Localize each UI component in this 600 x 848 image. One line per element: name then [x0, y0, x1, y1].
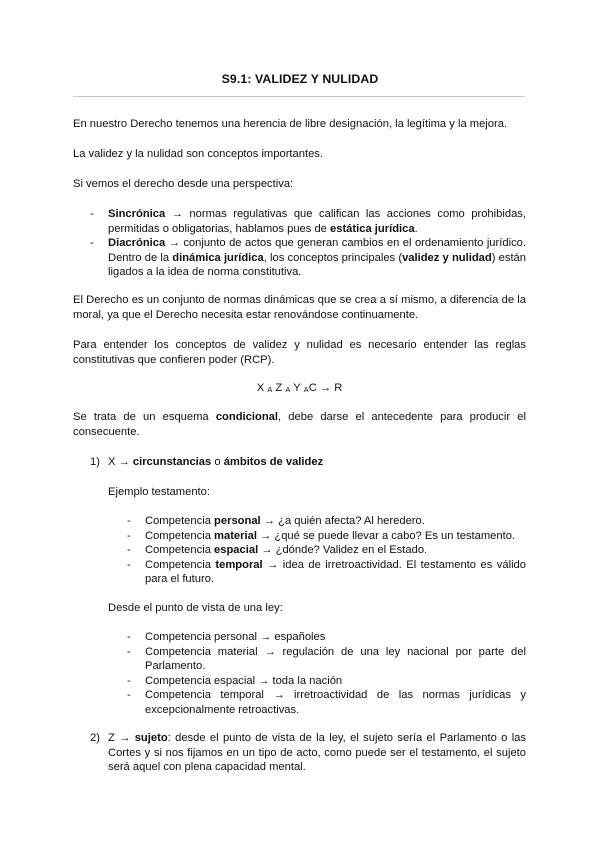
term-espacial: espacial	[214, 544, 259, 557]
dash-bullet: -	[127, 558, 131, 571]
item-number-2: 2)	[90, 732, 100, 744]
diacronica-end: ) están ligados a la idea de norma constitutiva.	[108, 251, 527, 279]
item-pre: Competencia	[145, 515, 215, 527]
item-pre: Competencia	[145, 558, 216, 571]
dash-bullet: -	[90, 237, 94, 250]
dash-bullet: -	[127, 689, 131, 702]
term-dinamica-juridica: dinámica jurídica	[172, 251, 264, 264]
item-number-1: 1)	[90, 456, 100, 468]
list-item	[127, 543, 526, 558]
item-text: Competencia temporal → irretroactividad de las normas jurídicas y excepcionalmente retroactivas.	[145, 689, 526, 716]
ley-list	[127, 630, 526, 718]
formula-x: X	[256, 382, 265, 394]
paragraph-derecho-dinamico: El Derecho es un conjunto de normas dinámicas que se crea a sí mismo, a diferencia de la moral, ya que el Derecho necesita estar renovándose continuamente.	[73, 294, 526, 321]
condicional-after: , debe darse el antecedente para producir el consecuente.	[73, 411, 526, 438]
paragraph-condicional	[73, 410, 526, 439]
formula-r: R	[334, 382, 343, 394]
item-pre: Competencia	[145, 544, 215, 557]
item-2-prefix: Z →	[108, 732, 135, 744]
example-label: Ejemplo testamento:	[108, 486, 210, 498]
ley-label: Desde el punto de vista de una ley:	[108, 602, 283, 614]
condicional-before: Se trata de un esquema	[73, 411, 216, 423]
formula-and: A	[267, 385, 273, 394]
dash-bullet: -	[127, 645, 131, 658]
formula-c: C	[308, 382, 317, 394]
dash-bullet: -	[127, 529, 131, 542]
dash-bullet: -	[90, 208, 94, 220]
term-diacronica: Diacrónica	[108, 237, 166, 250]
item-2-body: : desde el punto de vista de la ley, el sujeto sería el Parlamento o las Cortes y si nos fijamos en un tipo de acto, como puede ser el testamento, el sujeto será aquel con plena capacidad mental.	[108, 732, 527, 774]
term-validez-nulidad: validez y nulidad	[402, 251, 492, 264]
page-title: S9.1: VALIDEZ Y NULIDAD	[221, 72, 379, 86]
title-divider	[73, 96, 525, 97]
item-2-text	[108, 731, 526, 775]
term-temporal: temporal	[215, 558, 263, 571]
item-1-text	[108, 455, 526, 470]
diacronica-mid: , los conceptos principales (	[263, 251, 403, 264]
item-post: → ¿dónde? Validez en el Estado.	[258, 544, 428, 557]
testamento-list	[127, 514, 526, 587]
item-post: → ¿a quién afecta? Al heredero.	[260, 515, 425, 527]
formula	[73, 381, 526, 397]
formula-y: Y	[293, 382, 301, 394]
formula-z: Z	[275, 382, 283, 394]
term-estatica-juridica: estática jurídica	[330, 222, 415, 235]
list-item	[127, 529, 526, 544]
term-personal: personal	[214, 515, 261, 527]
formula-and: A	[285, 385, 291, 394]
paragraph-rcp: Para entender los conceptos de validez y nulidad es necesario entender las reglas constitutivas que confieren poder (RCP).	[73, 339, 526, 366]
term-sujeto: sujeto	[134, 732, 168, 744]
item-1-prefix: X →	[108, 456, 133, 468]
item-text: Competencia personal → españoles	[145, 631, 326, 643]
list-item	[127, 558, 526, 587]
item-post: → ¿qué se puede llevar a cabo? Es un testamento.	[256, 529, 516, 542]
item-text: Competencia material → regulación de una ley nacional por parte del Parlamento.	[145, 645, 526, 673]
dash-bullet: -	[127, 515, 131, 527]
list-item	[127, 630, 526, 645]
term-sincronica: Sincrónica	[108, 208, 166, 220]
sincronica-end: .	[414, 222, 418, 235]
paragraph-herencia: En nuestro Derecho tenemos una herencia de libre designación, la legítima y la mejora.	[73, 118, 508, 130]
list-item-sincronica	[90, 207, 526, 236]
diacronica-text: → conjunto de actos que generan cambios en el ordenamiento jurídico. Dentro de la	[108, 237, 526, 264]
term-ambitos-validez: ámbitos de validez	[223, 456, 324, 468]
formula-arrow: →	[319, 382, 332, 394]
list-item	[127, 645, 526, 674]
list-item	[127, 514, 526, 529]
paragraph-perspectiva: Si vemos el derecho desde una perspectiva:	[73, 178, 294, 190]
formula-and: A	[303, 385, 309, 394]
item-pre: Competencia	[145, 529, 215, 542]
list-item	[127, 688, 526, 717]
paragraph-validez-nulidad: La validez y la nulidad son conceptos importantes.	[73, 148, 324, 160]
term-circunstancias: circunstancias	[132, 456, 212, 468]
item-1-mid: o	[211, 456, 224, 468]
dash-bullet: -	[127, 544, 131, 557]
list-item	[127, 674, 526, 689]
dash-bullet: -	[127, 674, 131, 687]
item-post: → idea de irretroactividad. El testamento es válido para el futuro.	[145, 558, 526, 586]
term-condicional: condicional	[215, 411, 278, 423]
sincronica-text: → normas regulativas que califican las acciones como prohibidas, permitidas o obligatorias, hablamos pues de	[108, 208, 526, 235]
perspectives-list	[90, 207, 526, 280]
dash-bullet: -	[127, 631, 131, 643]
list-item-diacronica	[90, 236, 526, 280]
item-text: Competencia espacial → toda la nación	[145, 674, 343, 687]
term-material: material	[214, 529, 257, 542]
